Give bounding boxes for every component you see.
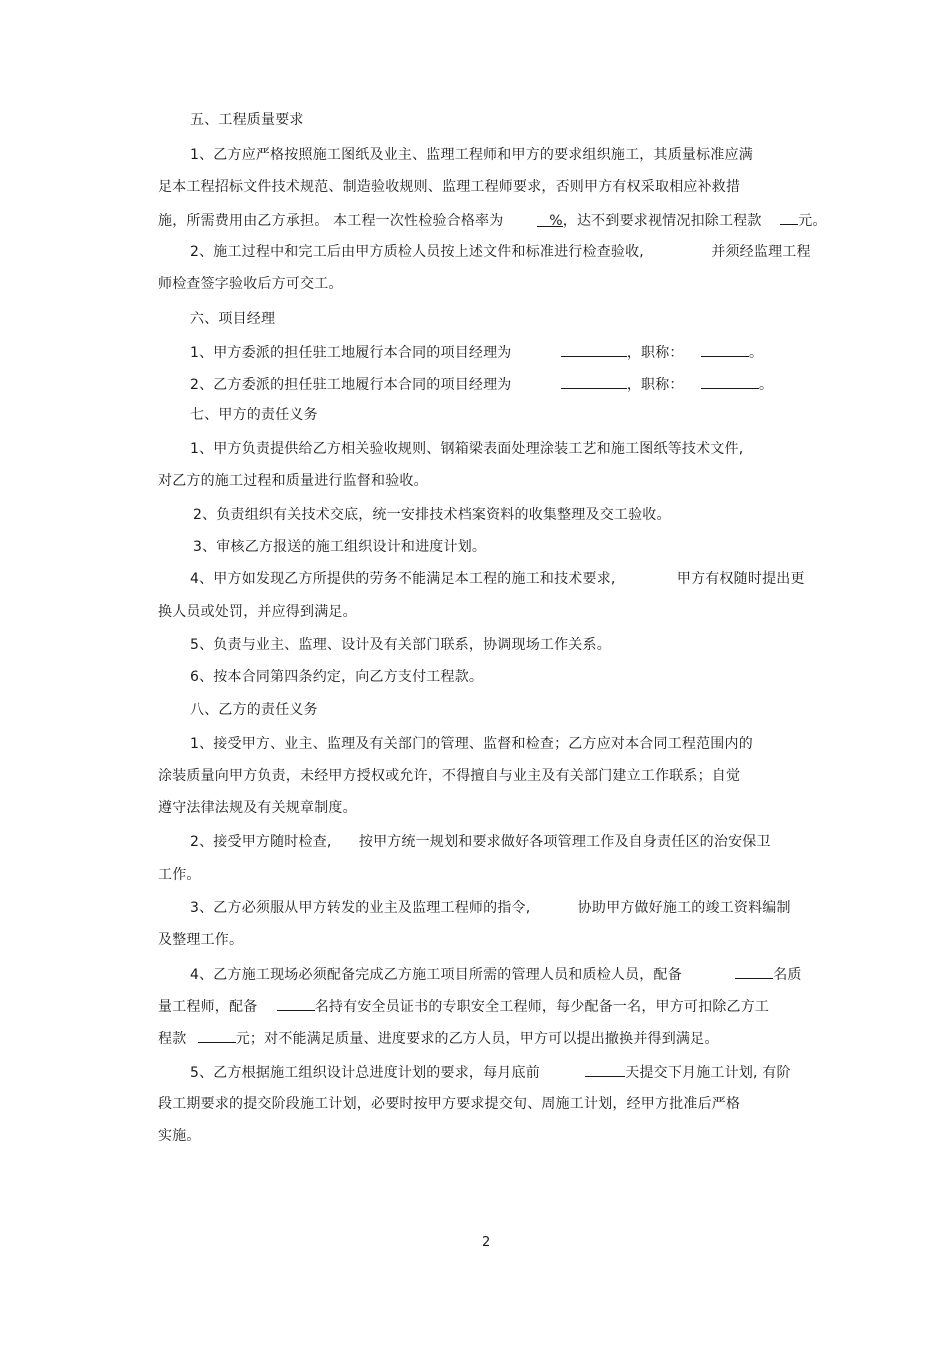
text-fragment: 2、施工过程中和完工后由甲方质检人员按上述文件和标准进行检查验收,	[190, 244, 644, 260]
text-fragment: 元。	[798, 213, 827, 229]
text-fragment: 元；对不能满足质量、进度要求的乙方人员，甲方可以提出撤换并得到满足。	[235, 1031, 719, 1047]
section-8-p1-line1: 1、接受甲方、业主、监理及有关部门的管理、监督和检查；乙方应对本合同工程范围内的	[190, 736, 753, 752]
section-8-p2-line1	[190, 832, 771, 852]
text-fragment: 并须经监理工程	[711, 244, 811, 260]
section-7-p3: 3、审核乙方报送的施工组织设计和进度计划。	[193, 539, 487, 555]
section-5-heading: 五、工程质量要求	[190, 112, 304, 128]
section-7-p1-line2: 对乙方的施工过程和质量进行监督和验收。	[158, 473, 428, 489]
text-fragment: ，职称：	[626, 377, 684, 393]
deduction-amount-blank	[198, 1027, 236, 1043]
title-blank	[701, 373, 759, 389]
text-fragment: 名质	[773, 967, 802, 983]
section-8-p5-line3: 实施。	[158, 1128, 201, 1144]
manager-name-blank	[561, 341, 627, 357]
section-6-p1	[190, 341, 763, 363]
section-8-p2-line2: 工作。	[158, 867, 201, 883]
section-8-p4-line2	[158, 995, 769, 1017]
section-7-p5: 5、负责与业主、监理、设计及有关部门联系，协调现场工作关系。	[190, 637, 611, 653]
text-fragment: 甲方有权随时提出更	[676, 571, 805, 587]
text-fragment: 5、乙方根据施工组织设计总进度计划的要求，每月底前	[190, 1065, 540, 1081]
section-7-heading: 七、甲方的责任义务	[190, 407, 318, 423]
deduction-blank	[780, 209, 798, 225]
text-fragment: 量工程师，配备	[158, 999, 258, 1015]
section-5-p1-line1: 1、乙方应严格按照施工图纸及业主、监理工程师和甲方的要求组织施工，其质量标准应满	[190, 147, 753, 163]
section-8-p5-line2: 段工期要求的提交阶段施工计划，必要时按甲方要求提交旬、周施工计划，经甲方批准后严格	[158, 1096, 741, 1112]
section-8-p1-line3: 遵守法律法规及有关规章制度。	[158, 800, 357, 816]
section-8-heading: 八、乙方的责任义务	[190, 702, 318, 718]
pass-rate-blank	[537, 211, 563, 227]
text-fragment: 。	[758, 377, 774, 393]
section-6-p2	[190, 373, 773, 395]
safety-engineer-count-blank	[277, 995, 315, 1011]
text-fragment: 按甲方统一规划和要求做好各项管理工作及自身责任区的治安保卫	[358, 834, 771, 850]
text-fragment: ，达不到要求视情况扣除工程款	[562, 213, 762, 229]
section-8-p3-line1	[190, 898, 791, 918]
section-8-p1-line2: 涂装质量向甲方负责，未经甲方授权或允许，不得擅自与业主及有关部门建立工作联系；自觉	[158, 768, 741, 784]
section-7-p1-line1: 1、甲方负责提供给乙方相关验收规则、钢箱梁表面处理涂装工艺和施工图纸等技术文件,	[190, 441, 744, 457]
text-fragment: 天提交下月施工计划, 有阶	[625, 1065, 791, 1081]
text-fragment: 名持有安全员证书的专职安全工程师，每少配备一名，甲方可扣除乙方工	[314, 999, 770, 1015]
text-fragment: 2、乙方委派的担任驻工地履行本合同的项目经理为	[190, 377, 512, 393]
section-5-p2-line1	[190, 242, 811, 262]
section-6-heading: 六、项目经理	[190, 311, 276, 327]
title-blank	[701, 341, 749, 357]
section-8-p4-line3	[158, 1027, 719, 1049]
section-7-p4-line1	[190, 569, 805, 589]
manager-name-blank	[561, 373, 627, 389]
quality-engineer-count-blank	[735, 963, 773, 979]
text-fragment: 协助甲方做好施工的竣工资料编制	[577, 900, 791, 916]
section-5-p1-line2: 足本工程招标文件技术规范、制造验收规则、监理工程师要求，否则甲方有权采取相应补救措	[158, 179, 741, 195]
section-7-p2: 2、负责组织有关技术交底，统一安排技术档案资料的收集整理及交工验收。	[193, 507, 671, 523]
section-7-p4-line2: 换人员或处罚，并应得到满足。	[158, 604, 357, 620]
section-8-p5-line1	[190, 1061, 791, 1083]
text-fragment: 。	[748, 345, 764, 361]
section-8-p3-line2: 及整理工作。	[158, 932, 244, 948]
section-7-p6: 6、按本合同第四条约定，向乙方支付工程款。	[190, 669, 484, 685]
percent-sign: %	[549, 213, 563, 229]
text-fragment: 2、接受甲方随时检查,	[190, 834, 332, 850]
section-5-p2-line2: 师检查签字验收后方可交工。	[158, 276, 343, 292]
section-8-p4-line1	[190, 963, 802, 985]
text-fragment: 4、甲方如发现乙方所提供的劳务不能满足本工程的施工和技术要求,	[190, 571, 616, 587]
text-fragment: 1、甲方委派的担任驻工地履行本合同的项目经理为	[190, 345, 512, 361]
text-fragment: 程款	[158, 1031, 187, 1047]
page-number: 2	[482, 1235, 491, 1250]
text-fragment: 3、乙方必须服从甲方转发的业主及监理工程师的指令,	[190, 900, 531, 916]
text-fragment: 4、乙方施工现场必须配备完成乙方施工项目所需的管理人员和质检人员，配备	[190, 967, 682, 983]
section-5-p1-line3	[158, 209, 827, 231]
text-fragment: ，职称：	[626, 345, 684, 361]
text-fragment: 施，所需费用由乙方承担。 本工程一次性检验合格率为	[158, 213, 504, 229]
days-blank	[585, 1061, 625, 1077]
